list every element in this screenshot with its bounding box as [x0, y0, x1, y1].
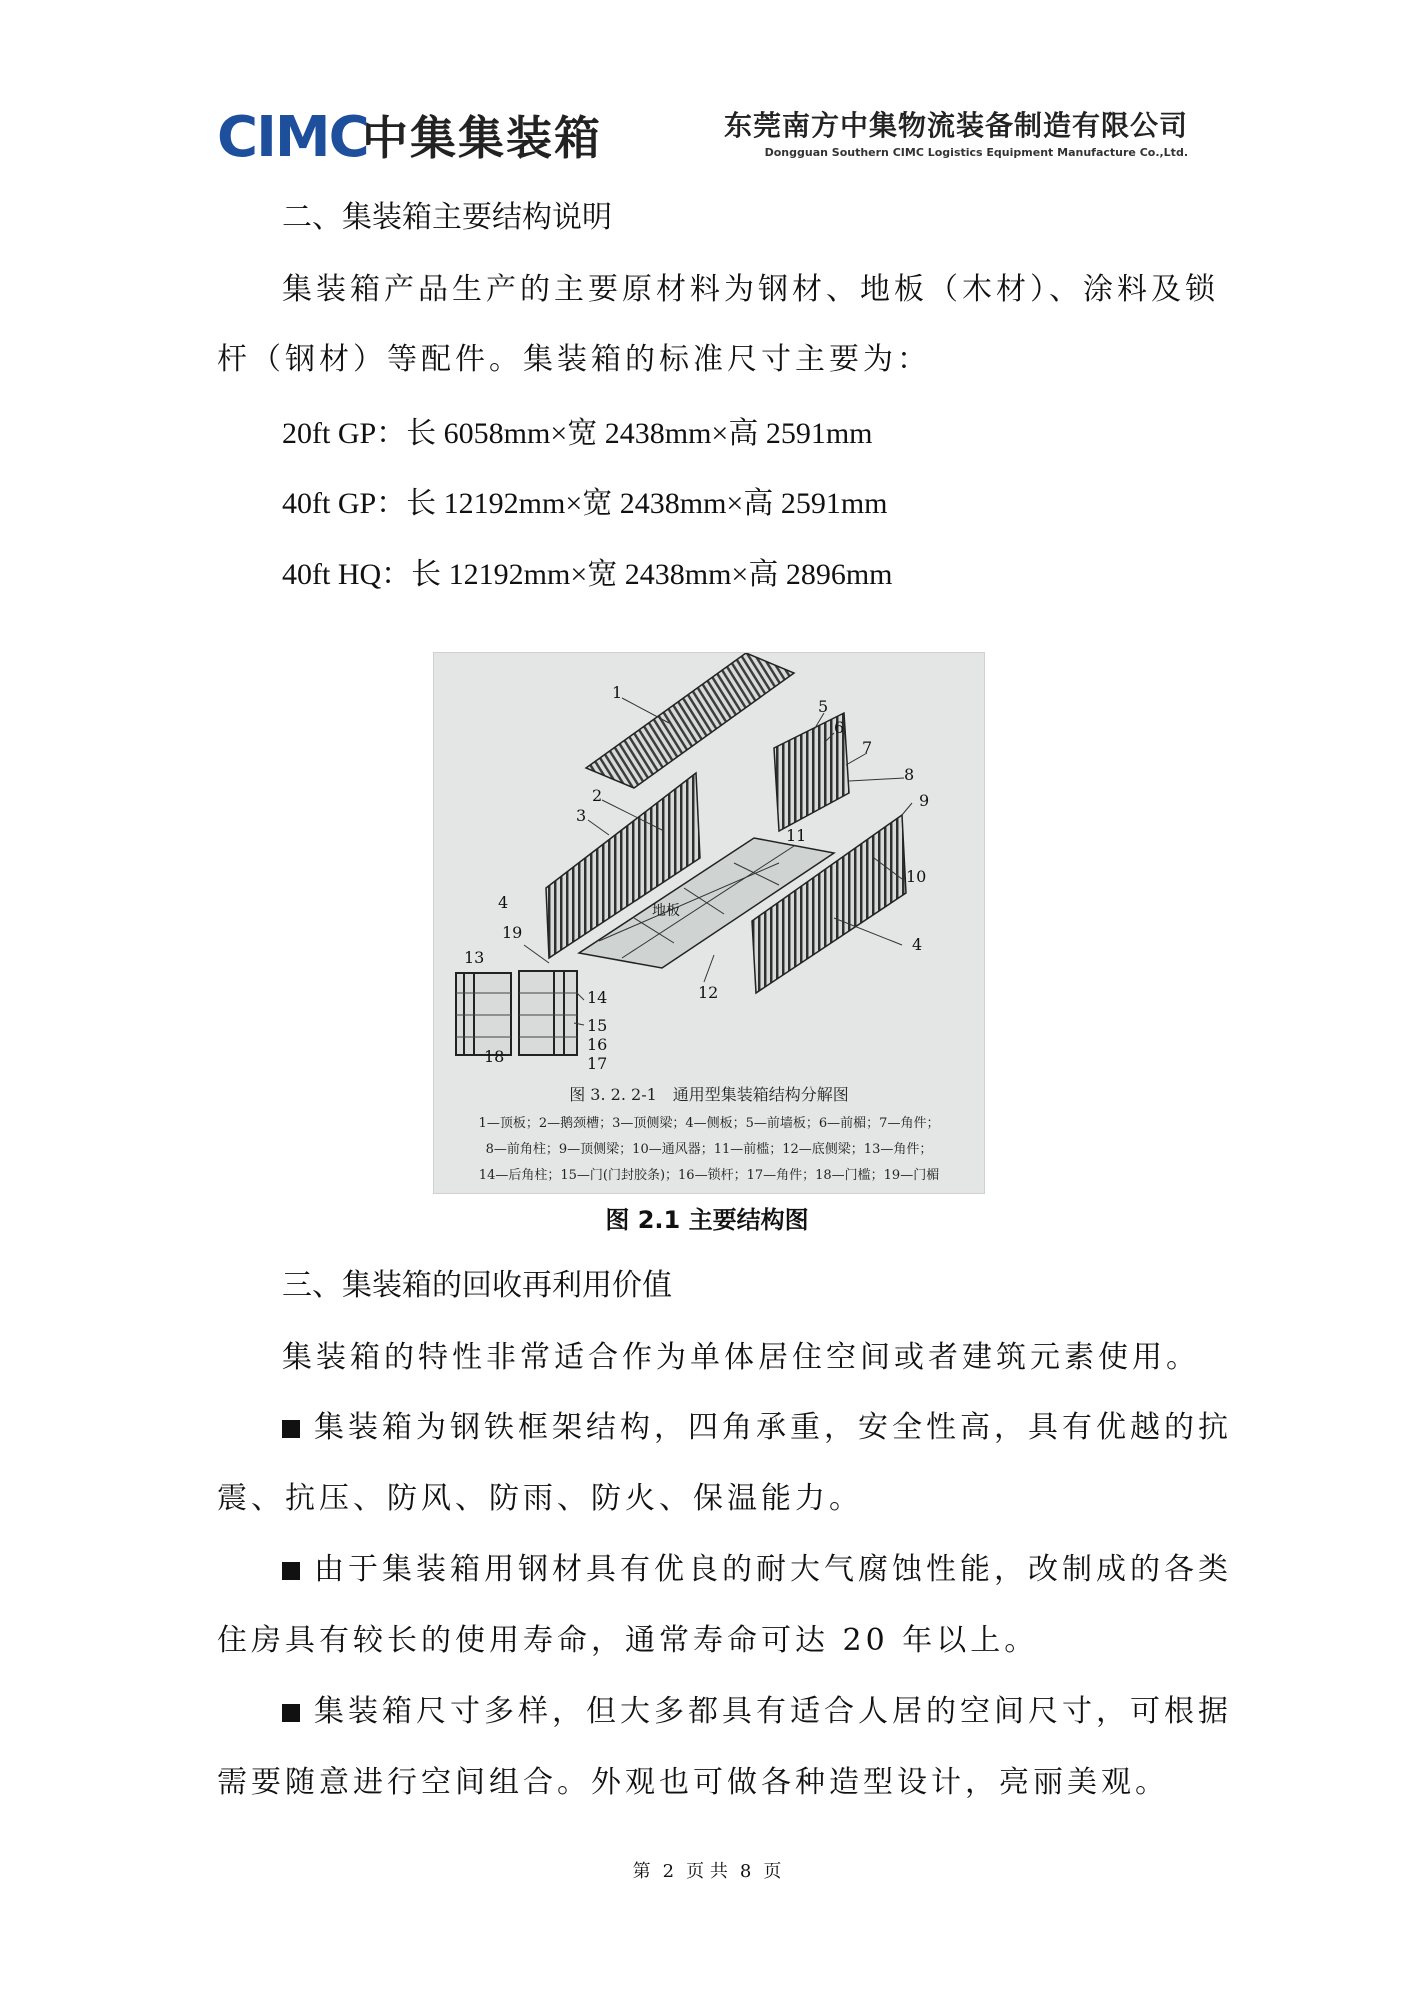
- bullet-square-icon: [282, 1704, 300, 1722]
- bullet2-line1: [282, 1550, 1232, 1590]
- callout-15: 15: [587, 1016, 608, 1035]
- page-header: [0, 0, 1414, 180]
- section2-heading: 二、集装箱主要结构说明: [282, 200, 612, 235]
- inner-figure-caption: 图 3. 2. 2-1 通用型集装箱结构分解图: [569, 1085, 849, 1104]
- roof-panel: [586, 653, 794, 788]
- callout-6: 6: [834, 718, 845, 737]
- callout-19: 19: [502, 923, 523, 942]
- bullet3-line1-text: 集装箱尺寸多样，但大多都具有适合人居的空间尺寸，可根据: [314, 1694, 1232, 1729]
- bullet2-line1-text: 由于集装箱用钢材具有优良的耐大气腐蚀性能，改制成的各类: [314, 1552, 1232, 1587]
- callout-4: 4: [498, 893, 509, 912]
- callout-5: 5: [818, 697, 829, 716]
- floor-label: 地板: [652, 903, 680, 919]
- callout-18: 18: [484, 1047, 505, 1066]
- figure-title: 图 2.1 主要结构图: [605, 1206, 809, 1234]
- section3-intro: 集装箱的特性非常适合作为单体居住空间或者建筑元素使用。: [282, 1340, 1200, 1375]
- footer-prefix: 第: [632, 1861, 651, 1882]
- company-name-en: Dongguan Southern CIMC Logistics Equipment Manufacture Co.,Ltd.: [764, 146, 1188, 159]
- callout-4b: 4: [912, 935, 923, 954]
- callout-11: 11: [786, 826, 807, 845]
- callout-1: 1: [612, 683, 623, 702]
- footer-total-pages: 8: [739, 1861, 752, 1882]
- callout-7: 7: [862, 738, 873, 757]
- bullet3-line2: 需要随意进行空间组合。外观也可做各种造型设计，亮丽美观。: [217, 1765, 1169, 1800]
- bullet2-line2: 住房具有较长的使用寿命，通常寿命可达 20 年以上。: [217, 1623, 1039, 1658]
- spec-20ft-gp: 20ft GP：长 6058mm×宽 2438mm×高 2591mm: [282, 417, 873, 450]
- legend-line-2: 8—前角柱；9—顶侧梁；10—通风器；11—前槛；12—底侧梁；13—角件；: [485, 1142, 933, 1157]
- bullet1-line1: [282, 1408, 1232, 1448]
- cimc-logo-cn: 中集集装箱: [362, 111, 602, 165]
- bullet1-line1-text: 集装箱为钢铁框架结构，四角承重，安全性高，具有优越的抗: [314, 1410, 1232, 1445]
- callout-13: 13: [464, 948, 485, 967]
- section2-para-line2: 杆（钢材）等配件。集装箱的标准尺寸主要为：: [217, 342, 931, 377]
- rear-door-right: [519, 971, 577, 1055]
- callout-14: 14: [587, 988, 608, 1007]
- cimc-logo: CIMC: [217, 105, 368, 170]
- structure-diagram: [433, 652, 985, 1194]
- bullet-square-icon: [282, 1562, 300, 1580]
- callout-16: 16: [587, 1035, 608, 1054]
- callout-12: 12: [698, 983, 719, 1002]
- callout-3: 3: [576, 806, 587, 825]
- spec-40ft-hq: 40ft HQ：长 12192mm×宽 2438mm×高 2896mm: [282, 558, 893, 591]
- section3-heading: 三、集装箱的回收再利用价值: [282, 1268, 672, 1303]
- bullet1-line2: 震、抗压、防风、防雨、防火、保温能力。: [217, 1481, 863, 1516]
- footer-mid: 页 共: [686, 1861, 728, 1882]
- callout-2: 2: [592, 786, 603, 805]
- footer-suffix: 页: [763, 1861, 782, 1882]
- footer-page-number: 2: [662, 1861, 675, 1882]
- callout-17: 17: [587, 1054, 608, 1073]
- legend-line-1: 1—顶板；2—鹅颈槽；3—顶侧梁；4—侧板；5—前墙板；6—前楣；7—角件；: [478, 1116, 940, 1131]
- callout-10: 10: [906, 867, 927, 886]
- bullet-square-icon: [282, 1420, 300, 1438]
- page-footer: [0, 1860, 1414, 1884]
- section2-para-line1: 集装箱产品生产的主要原材料为钢材、地板（木材）、涂料及锁: [282, 272, 1219, 307]
- bullet3-line1: [282, 1692, 1232, 1732]
- callout-9: 9: [919, 791, 930, 810]
- legend-line-3: 14—后角柱；15—门(门封胶条)；16—锁杆；17—角件；18—门槛；19—门楣: [478, 1168, 940, 1183]
- callout-8: 8: [904, 765, 915, 784]
- spec-40ft-gp: 40ft GP：长 12192mm×宽 2438mm×高 2591mm: [282, 487, 888, 520]
- company-name-cn: 东莞南方中集物流装备制造有限公司: [723, 109, 1188, 142]
